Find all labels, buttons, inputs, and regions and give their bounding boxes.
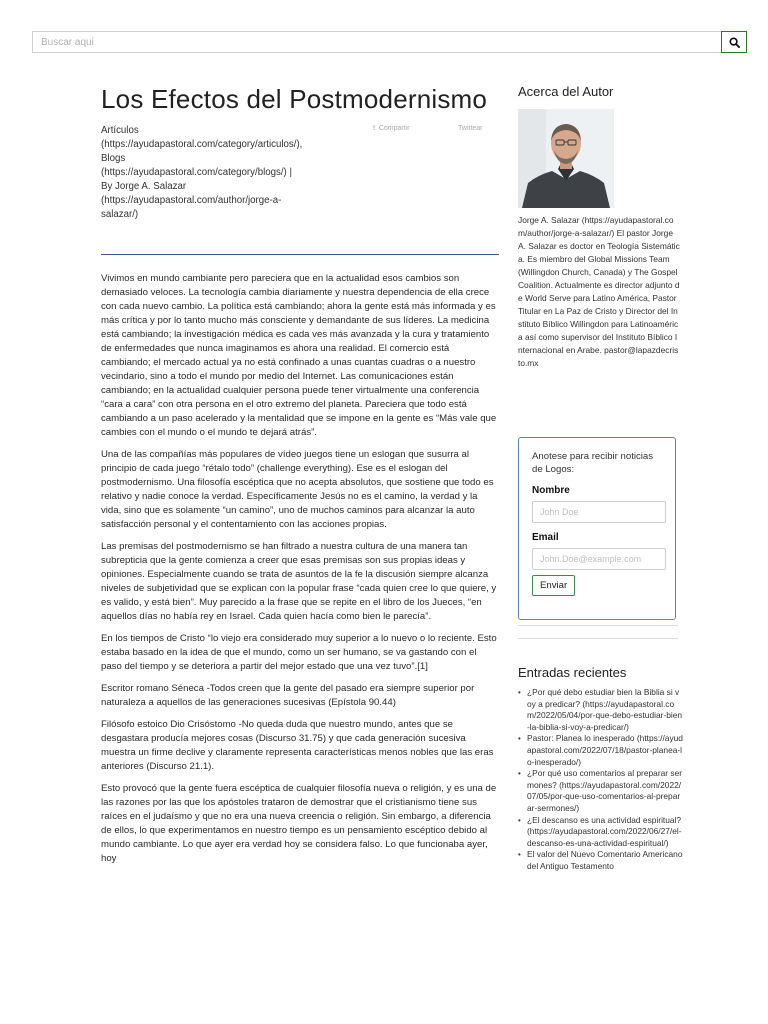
author-bio: Jorge A. Salazar (https://ayudapastoral.com/author/jorge-a-salazar/) El pastor Jorge A. Salazar es doctor en Teología Sistemática. Es miembro del Global Missions Team (Willingdon Church, Canada) y The Gospel Coalition. Actualmente es director adjunto de World Serve para Latino América, Pastor Titular en La Paz de Cristo y Director del Instituto Bíblico Willingdon para Latinoamérica así como supervisor del Instituto Bíblico Internacional en Arabe. pastor@lapazdecristo.mx — [518, 215, 680, 368]
article-paragraph: Vivimos en mundo cambiante pero pareciera que en la actualidad esos cambios son demasiado veloces. La tecnología cambia diariamente y nuestra dependencia de ella crece con cada nuevo cambio. La política está cambiando; ahora la gente está más informada y es más crítica y por lo tanto mucho más consciente y demandante de sus líderes. La medicina está cambiando; la investigación médica es cada ves más avanzada y la cura y tratamiento de enfermedades que nunca imaginamos es ahora una realidad. El comercio está cambiando; el mercado actual ya no está confinado a unas cuantas cuadras o a nuestro vecindario, sino a todo el mundo por medio del Internet. Las comunicaciones están cambiando; en la actualidad cualquier persona puede tener virtualmente una conferencia “cara a cara” con otra persona en el otro extremo del planeta. Pareciera que todo está cambiando a un paso acelerado y la mentalidad que se impone en la gente es “Más vale que cambies con el mundo o el mundo te dejará atrás”. — [101, 273, 497, 438]
divider — [518, 625, 678, 626]
recent-post-link[interactable]: ¿El descanso es una actividad espiritual? (https://ayudapastoral.com/2022/06/27/el-descanso-es-una-actividad-espiritual/) — [527, 814, 682, 848]
article-body — [101, 272, 499, 874]
article-paragraph: Escritor romano Séneca -Todos creen que la gente del pasado era siempre superior por naturaleza a aquellos de las generaciones sucesivas (Epístola 90.44) — [101, 683, 475, 708]
recent-posts-list — [518, 687, 683, 873]
bullet-icon: • — [518, 769, 521, 779]
share-button[interactable] — [371, 124, 410, 132]
author-heading: Acerca del Autor — [518, 84, 614, 99]
search-bar — [32, 31, 746, 53]
recent-post-link[interactable]: El valor del Nuevo Comentario Americano del Antiguo Testamento — [527, 849, 683, 871]
recent-post-link[interactable]: ¿Por qué uso comentarios al preparar sermones? (https://ayudapastoral.com/2022/07/05/por-que-uso-comentarios-al-preparar-sermones/) — [527, 768, 683, 813]
article-paragraph: Las premisas del postmodernismo se han filtrado a nuestra cultura de una manera tan subrepticia que la gente comienza a creer que esas premisas son sus propias ideas y opiniones. Especialmente cuando se trata de asuntos de la fe la discusión siempre alcanza niveles de subjetividad que se explican con la popular frase “cada quien cree lo que quiere, y es valido, y está bien”. Muy parecido a la frase que se repite en el libro de los Jueces, “en aquellos días no había rey en Israel. Cada quien hacía como bien le parecía”. — [101, 541, 497, 622]
list-item[interactable] — [518, 768, 683, 814]
author-photo — [518, 109, 614, 208]
twitter-button[interactable]: Twittear — [458, 125, 483, 132]
recent-post-link[interactable]: ¿Por qué debo estudiar bien la Biblia si voy a predicar? (https://ayudapastoral.com/2022/05/04/por-que-debo-estudiar-bien-la-biblia-si-voy-a-predicar/) — [527, 687, 683, 732]
search-input[interactable] — [32, 31, 730, 53]
recent-heading: Entradas recientes — [518, 665, 627, 680]
submit-button[interactable]: Enviar — [532, 575, 575, 596]
recent-posts-widget — [518, 665, 683, 873]
search-button[interactable] — [721, 31, 747, 53]
bullet-icon: • — [518, 688, 521, 697]
name-field[interactable] — [532, 501, 666, 523]
bullet-icon: • — [518, 815, 521, 825]
list-item[interactable] — [518, 733, 683, 768]
list-item[interactable] — [518, 687, 683, 733]
newsletter-intro: Anotese para recibir noticias de Logos: — [532, 451, 654, 475]
list-item[interactable] — [518, 815, 683, 850]
article-paragraph: Esto provocó que la gente fuera escéptica de cualquier filosofía nueva o religión, y es una de las razones por las que los apóstoles trataron de demostrar que el cristianismo tiene sus raíces en el judaísmo y que no era una nueva creencia o religión. Sin embargo, a diferencia de ellos, lo que experimentamos en nuestro tiempo es un pensamiento escéptico debido al mundo cambiante. Lo que ayer era verdad hoy se considera falso. Lo que funcionaba ayer, hoy — [101, 783, 497, 864]
email-field[interactable] — [532, 548, 666, 570]
article-paragraph: En los tiempos de Cristo “lo viejo era considerado muy superior a lo nuevo o lo reciente. Esto estaba basado en la idea de que el mundo, como un ser humano, se va gastando con el paso del tiempo y se deteriora a partir del mejor estado que una vez tuvo”.[1] — [101, 633, 497, 672]
title-divider — [101, 254, 499, 255]
author-widget — [518, 84, 680, 370]
article-paragraph: Una de las compañías más populares de vídeo juegos tiene un eslogan que susurra al principio de cada juego “rétalo todo” (challenge everything). Ese es el eslogan del postmodernismo. Una filosofía escéptica que no acepta absolutos, que sostiene que todo es relativo y nadie conoce la verdad. Específicamente Jesús no es el camino, la verdad y la vida, sino que es solamente “un camino”, uno de muchos caminos para alcanzar la auto satisfacción personal y el contentamiento con las acciones propias. — [101, 449, 494, 530]
name-label: Nombre — [532, 485, 570, 496]
article-meta[interactable]: Artículos (https://ayudapastoral.com/category/articulos/), Blogs (https://ayudapastoral.com/category/blogs/) | By Jorge A. Salazar (https://ayudapastoral.com/author/jorge-a-salazar/) — [101, 125, 303, 220]
share-label: Compartir — [378, 125, 410, 132]
email-label: Email — [532, 532, 559, 543]
bullet-icon: • — [518, 850, 521, 860]
divider — [518, 638, 678, 639]
article-meta-row — [101, 124, 499, 224]
newsletter-form — [518, 437, 676, 620]
article — [101, 84, 499, 864]
share-icon: ⇪ — [371, 125, 377, 132]
list-item[interactable] — [518, 849, 683, 872]
page-title: Los Efectos del Postmodernismo — [101, 84, 488, 114]
bullet-icon: • — [518, 734, 521, 744]
recent-post-link[interactable]: Pastor: Planea lo inesperado (https://ayudapastoral.com/2022/07/18/pastor-planea-lo-inesperado/) — [527, 733, 683, 767]
search-icon — [729, 37, 740, 48]
article-paragraph: Filósofo estoico Dio Crisóstomo -No queda duda que nuestro mundo, antes que se desgastara producía mejores cosas (Discurso 31.75) y que cada generación sucesiva muestra un firme declive y claramente representa características menos nobles que las eras anteriores (Discurso 21.1). — [101, 719, 494, 772]
